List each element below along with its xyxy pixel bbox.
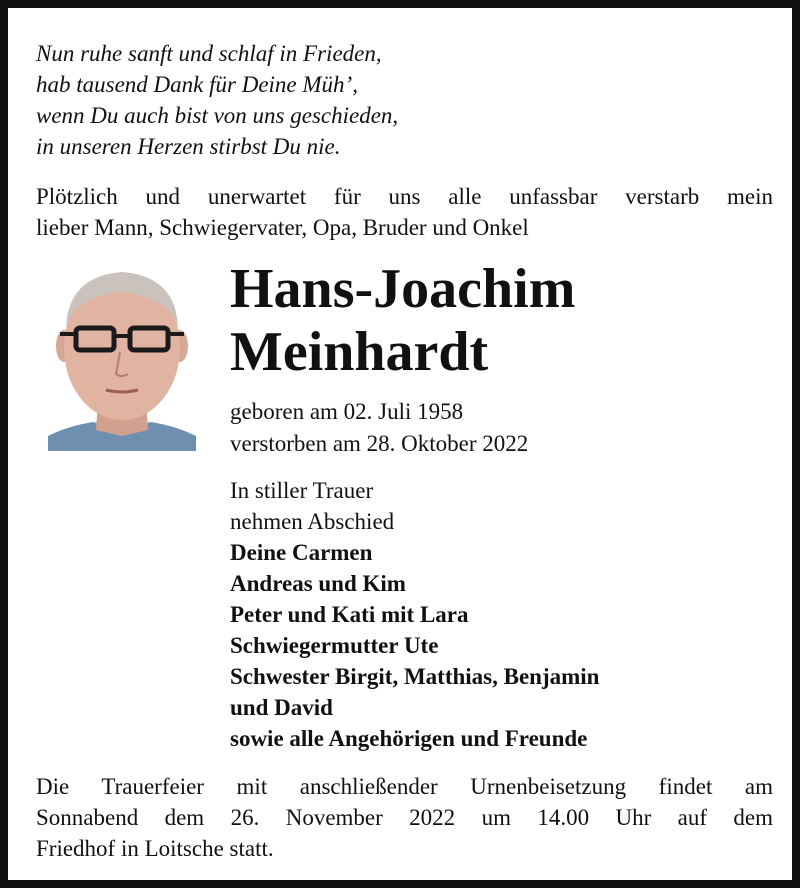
mourner-name: Andreas und Kim (230, 571, 406, 596)
mourners-list (230, 475, 790, 754)
poem-line: hab tausend Dank für Deine Müh’, (36, 72, 358, 97)
memorial-poem (36, 38, 776, 162)
funeral-line: Die Trauerfeier mit anschließender Urnenbeisetzung findet am (36, 774, 773, 799)
poem-line: Nun ruhe sanft und schlaf in Frieden, (36, 41, 382, 66)
poem-line: in unseren Herzen stirbst Du nie. (36, 134, 341, 159)
portrait-photo-icon (48, 258, 196, 451)
announcement-line: lieber Mann, Schwiegervater, Opa, Bruder und Onkel (36, 215, 529, 240)
mourner-name: Schwester Birgit, Matthias, Benjamin (230, 664, 600, 689)
life-dates (230, 396, 790, 460)
portrait-photo (48, 258, 196, 451)
mourning-intro: In stiller Trauer (230, 478, 374, 503)
mourning-intro: nehmen Abschied (230, 509, 395, 534)
mourner-name: Schwiegermutter Ute (230, 633, 439, 658)
poem-line: wenn Du auch bist von uns geschieden, (36, 103, 399, 128)
deceased-name (230, 258, 790, 384)
funeral-line: Sonnabend dem 26. November 2022 um 14.00 Uhr auf dem (36, 805, 773, 830)
first-name: Hans-Joachim (230, 258, 576, 320)
last-name: Meinhardt (230, 321, 489, 383)
birth-date: geboren am 02. Juli 1958 (230, 399, 464, 424)
mourner-name: und David (230, 695, 333, 720)
funeral-line: Friedhof in Loitsche statt. (36, 836, 274, 861)
mourner-name: sowie alle Angehörigen und Freunde (230, 726, 588, 751)
announcement-line: Plötzlich und unerwartet für uns alle unfassbar verstarb mein (36, 184, 773, 209)
mourner-name: Peter und Kati mit Lara (230, 602, 469, 627)
mourner-name: Deine Carmen (230, 540, 373, 565)
death-date: verstorben am 28. Oktober 2022 (230, 431, 529, 456)
death-announcement (36, 181, 773, 243)
funeral-info (36, 771, 773, 864)
